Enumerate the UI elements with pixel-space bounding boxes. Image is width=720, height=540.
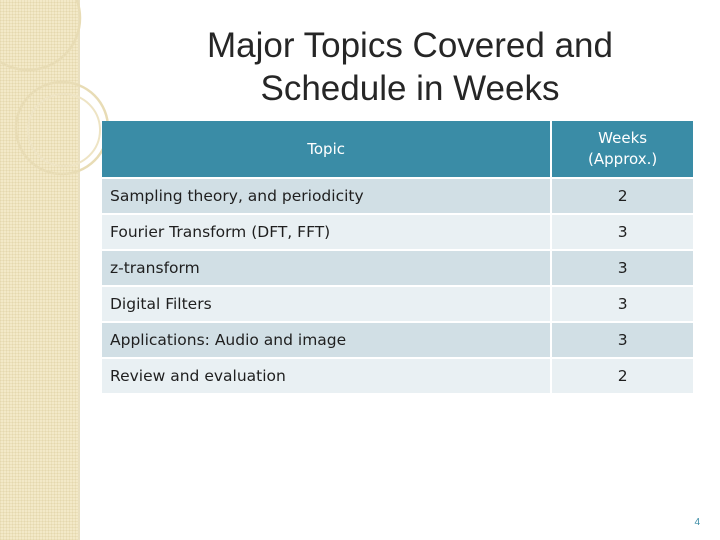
- row-weeks: 3: [551, 286, 693, 322]
- table-row: [102, 358, 693, 393]
- row-topic: Fourier Transform (DFT, FFT): [102, 214, 551, 250]
- row-topic: Digital Filters: [102, 286, 551, 322]
- header-topic: Topic: [102, 121, 551, 178]
- table-row: [102, 178, 693, 214]
- table-row: [102, 214, 693, 250]
- slide-title-line-2: Schedule in Weeks: [260, 69, 560, 108]
- header-weeks: [551, 121, 693, 178]
- row-weeks: 3: [551, 250, 693, 286]
- row-weeks: 3: [551, 214, 693, 250]
- topics-schedule-table: [102, 121, 693, 393]
- slide-title-line-1: Major Topics Covered and: [207, 26, 613, 65]
- row-weeks: 3: [551, 322, 693, 358]
- table-row: [102, 286, 693, 322]
- row-topic: Sampling theory, and periodicity: [102, 178, 551, 214]
- table-row: [102, 250, 693, 286]
- header-weeks-line-1: Weeks: [598, 129, 648, 147]
- slide-title: [110, 24, 710, 110]
- table-header-row: [102, 121, 693, 178]
- row-topic: z-transform: [102, 250, 551, 286]
- table-row: [102, 322, 693, 358]
- row-weeks: 2: [551, 358, 693, 393]
- page-number: 4: [694, 517, 700, 528]
- row-topic: Applications: Audio and image: [102, 322, 551, 358]
- row-weeks: 2: [551, 178, 693, 214]
- row-topic: Review and evaluation: [102, 358, 551, 393]
- header-weeks-line-2: (Approx.): [588, 150, 658, 168]
